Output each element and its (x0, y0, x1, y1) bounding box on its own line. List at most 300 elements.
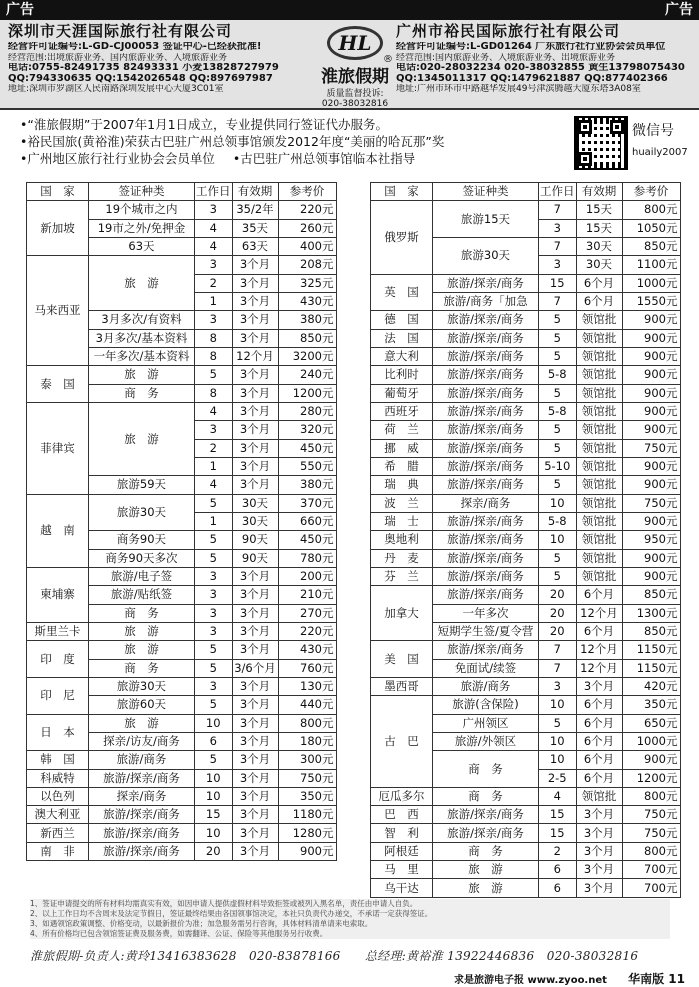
table-row (27, 806, 337, 824)
price-cell: 220元 (278, 622, 336, 640)
working-days-cell: 3 (195, 256, 233, 274)
validity-cell: 3个月 (232, 329, 278, 347)
validity-cell: 领馆批 (576, 421, 622, 439)
working-days-cell: 10 (539, 531, 577, 549)
validity-cell: 3个月 (232, 677, 278, 695)
visa-type-cell: 旅游/探亲/商务 (433, 439, 539, 457)
visa-type-cell: 3月多次/基本资料 (89, 329, 195, 347)
wechat-id: huaily2007 (632, 147, 688, 158)
working-days-cell: 10 (539, 696, 577, 714)
price-cell: 300元 (278, 751, 336, 769)
price-cell: 208元 (278, 256, 336, 274)
working-days-cell: 2 (539, 842, 577, 860)
country-cell: 马来西亚 (27, 256, 89, 366)
validity-cell: 领馆批 (576, 457, 622, 475)
visa-type-cell: 旅 游 (89, 366, 195, 384)
note-line: 3、如遇领馆政策调整、价格变动，以最新报价为准；加急服务需另行咨询，具体材料清单请来电索取。 (30, 919, 373, 928)
table-row (371, 512, 681, 530)
price-cell: 550元 (278, 457, 336, 475)
country-cell: 法 国 (371, 329, 433, 347)
visa-type-cell: 旅游/探亲/商务 (433, 366, 539, 384)
price-cell: 750元 (278, 769, 336, 787)
working-days-cell: 5 (195, 531, 233, 549)
validity-cell: 3个月 (232, 714, 278, 732)
price-cell: 440元 (278, 696, 336, 714)
working-days-cell: 5 (195, 659, 233, 677)
table-row (27, 842, 337, 860)
working-days-cell: 5 (539, 714, 577, 732)
country-cell: 科威特 (27, 769, 89, 787)
left-agency-line: 电话:0755-82491735 82493331 小麦13828727979 (8, 63, 279, 73)
price-cell: 900元 (622, 476, 680, 494)
price-cell: 750元 (622, 439, 680, 457)
validity-cell: 3个月 (232, 384, 278, 402)
visa-type-cell: 商 务 (433, 842, 539, 860)
working-days-cell: 3 (195, 201, 233, 219)
country-cell: 瑞 士 (371, 512, 433, 530)
validity-cell: 3个月 (232, 402, 278, 420)
validity-cell: 领馆批 (576, 384, 622, 402)
column-header: 签证种类 (89, 183, 195, 201)
country-cell: 韩 国 (27, 751, 89, 769)
visa-type-cell: 旅游59天 (89, 476, 195, 494)
visa-type-cell: 旅 游 (433, 879, 539, 897)
table-row (27, 256, 337, 274)
visa-type-cell: 旅游/探亲/商务 (433, 457, 539, 475)
working-days-cell: 5 (539, 347, 577, 365)
working-days-cell: 5-10 (539, 457, 577, 475)
working-days-cell: 5 (195, 641, 233, 659)
working-days-cell: 3 (539, 219, 577, 237)
validity-cell: 3个月 (232, 274, 278, 292)
left-agency (8, 22, 320, 95)
country-cell: 古 巴 (371, 696, 433, 788)
validity-cell: 3个月 (232, 256, 278, 274)
working-days-cell: 1 (195, 457, 233, 475)
validity-cell: 3个月 (232, 842, 278, 860)
visa-type-cell: 旅游/探亲/商务 (433, 476, 539, 494)
validity-cell: 6个月 (576, 696, 622, 714)
country-cell: 印 尼 (27, 677, 89, 714)
price-cell: 900元 (622, 402, 680, 420)
header-advert (0, 20, 699, 110)
validity-cell: 6个月 (576, 751, 622, 769)
validity-cell: 3个月 (576, 824, 622, 842)
visa-type-cell: 旅 游 (89, 402, 195, 475)
visa-type-cell: 旅游/探亲/商务 (433, 421, 539, 439)
working-days-cell: 1 (195, 512, 233, 530)
working-days-cell: 4 (195, 219, 233, 237)
price-cell: 700元 (622, 861, 680, 879)
validity-cell: 35/2年 (232, 201, 278, 219)
price-cell: 3200元 (278, 347, 336, 365)
validity-cell: 领馆批 (576, 366, 622, 384)
right-agency-line: 电话:020-28032234 020-38032855 黄生13798075430 (396, 63, 685, 73)
validity-cell: 3个月 (232, 366, 278, 384)
working-days-cell: 15 (539, 824, 577, 842)
table-row (371, 457, 681, 475)
visa-type-cell: 旅游/探亲/商务 (433, 512, 539, 530)
price-cell: 320元 (278, 421, 336, 439)
validity-cell: 领馆批 (576, 402, 622, 420)
validity-cell: 领馆批 (576, 512, 622, 530)
working-days-cell: 7 (539, 292, 577, 310)
working-days-cell: 20 (539, 622, 577, 640)
validity-cell: 领馆批 (576, 311, 622, 329)
info-line: •古巴驻广州总领事馆临本社指导 (232, 151, 416, 166)
visa-type-cell: 商 务 (89, 604, 195, 622)
working-days-cell: 4 (539, 787, 577, 805)
table-row (371, 274, 681, 292)
table-row (27, 824, 337, 842)
price-cell: 450元 (278, 439, 336, 457)
validity-cell: 90天 (232, 531, 278, 549)
table-row (371, 439, 681, 457)
note-line: 2、以上工作日均不含周末及法定节假日，签证最终结果由各国领事馆决定，本社只负责代办递交，不承诺一定获得签证。 (30, 909, 433, 918)
visa-type-cell: 旅游/探亲/商务 (433, 549, 539, 567)
validity-cell: 3个月 (576, 879, 622, 897)
country-cell: 希 腊 (371, 457, 433, 475)
working-days-cell: 20 (539, 604, 577, 622)
validity-cell: 3个月 (232, 421, 278, 439)
visa-type-cell: 19市之外/免押金 (89, 219, 195, 237)
validity-cell: 90天 (232, 549, 278, 567)
working-days-cell: 10 (539, 751, 577, 769)
table-row (27, 402, 337, 420)
validity-cell: 3个月 (232, 751, 278, 769)
column-header: 工作日 (195, 183, 233, 201)
working-days-cell: 3 (539, 677, 577, 695)
column-header: 签证种类 (433, 183, 539, 201)
price-cell: 900元 (278, 842, 336, 860)
working-days-cell: 20 (539, 586, 577, 604)
country-cell: 挪 威 (371, 439, 433, 457)
working-days-cell: 5 (539, 549, 577, 567)
table-row (371, 806, 681, 824)
price-cell: 260元 (278, 219, 336, 237)
left-agency-line: 地址:深圳市罗湖区人民南路深圳发展中心大厦3C01室 (8, 84, 224, 94)
price-cell: 1550元 (622, 292, 680, 310)
table-row (371, 677, 681, 695)
left-table-header (27, 183, 337, 201)
qr-code-icon (574, 116, 628, 170)
right-agency-line: QQ:1345011317 QQ:1479621887 QQ:877402366 (396, 73, 668, 84)
right-agency-line: 地址:广州市环市中路越华发展49号津滨腾越大厦东塔3A08室 (396, 84, 641, 94)
country-cell: 南 非 (27, 842, 89, 860)
working-days-cell: 6 (539, 861, 577, 879)
validity-cell: 领馆批 (576, 567, 622, 585)
working-days-cell: 5 (195, 696, 233, 714)
country-cell: 美 国 (371, 641, 433, 678)
price-cell: 430元 (278, 641, 336, 659)
country-cell: 澳大利亚 (27, 806, 89, 824)
validity-cell: 12个月 (576, 641, 622, 659)
visa-type-cell: 旅游/商务 (433, 677, 539, 695)
price-cell: 800元 (622, 842, 680, 860)
working-days-cell: 10 (195, 714, 233, 732)
left-agency-line: QQ:794330635 QQ:154202654​8 QQ:897697987 (8, 73, 273, 84)
visa-type-cell: 商务90天 (89, 531, 195, 549)
country-cell: 意大利 (371, 347, 433, 365)
validity-cell: 30天 (576, 256, 622, 274)
price-cell: 750元 (622, 494, 680, 512)
validity-cell: 3个月 (232, 806, 278, 824)
validity-cell: 领馆批 (576, 531, 622, 549)
visa-type-cell: 旅 游 (89, 641, 195, 659)
working-days-cell: 3 (195, 567, 233, 585)
country-cell: 印 度 (27, 641, 89, 678)
country-cell: 英 国 (371, 274, 433, 311)
left-agency-line: 经营范围:出境旅游业务、国内旅游业务、入境旅游业务 (8, 52, 228, 63)
price-cell: 900元 (622, 512, 680, 530)
country-cell: 阿根廷 (371, 842, 433, 860)
note-line: 1、签证申请提交的所有材料均需真实有效，如因申请人提供虚假材料导致拒签或被列入黑名单，责任由申请人自负。 (30, 899, 418, 908)
visa-type-cell: 旅游/探亲/商务 (89, 769, 195, 787)
visa-type-cell: 一年多次/基本资料 (89, 347, 195, 365)
right-agency-line: 经营许可证编号:L-GD01264 广东旅行社行业协会会员单位 (396, 42, 666, 52)
country-cell: 马 里 (371, 861, 433, 879)
table-row (27, 787, 337, 805)
working-days-cell: 4 (195, 476, 233, 494)
country-cell: 墨西哥 (371, 677, 433, 695)
validity-cell: 6个月 (576, 714, 622, 732)
price-cell: 270元 (278, 604, 336, 622)
country-cell: 菲律宾 (27, 402, 89, 494)
table-row (371, 531, 681, 549)
contact-gm: 总经理:黄裕淮 13922446836 020-38032816 (364, 949, 639, 963)
working-days-cell: 5 (195, 751, 233, 769)
validity-cell: 15天 (576, 201, 622, 219)
visa-type-cell: 旅游/外领区 (433, 732, 539, 750)
table-row (27, 494, 337, 512)
column-header: 参考价 (622, 183, 680, 201)
table-row (371, 476, 681, 494)
working-days-cell: 3 (195, 677, 233, 695)
table-row (27, 714, 337, 732)
visa-type-cell: 旅 游 (89, 256, 195, 311)
info-line: •“淮旅假期”于2007年1月1日成立，专业提供同行签证代办服务。 (20, 117, 389, 132)
validity-cell: 3个月 (232, 787, 278, 805)
working-days-cell: 10 (195, 824, 233, 842)
validity-cell: 3个月 (576, 806, 622, 824)
column-header: 参考价 (278, 183, 336, 201)
right-agency-name: 广州市裕民国际旅行社有限公司 (396, 22, 621, 40)
working-days-cell: 10 (195, 769, 233, 787)
price-cell: 900元 (622, 329, 680, 347)
visa-type-cell: 探亲/商务 (433, 494, 539, 512)
visa-type-cell: 探亲/商务 (89, 787, 195, 805)
table-row (371, 421, 681, 439)
price-cell: 1150元 (622, 659, 680, 677)
working-days-cell: 2 (195, 439, 233, 457)
visa-type-cell: 旅游/探亲/商务 (89, 842, 195, 860)
price-cell: 800元 (278, 714, 336, 732)
price-cell: 380元 (278, 476, 336, 494)
price-cell: 900元 (622, 567, 680, 585)
validity-cell: 30天 (232, 512, 278, 530)
country-cell: 新加坡 (27, 201, 89, 256)
visa-price-table-right (370, 182, 681, 898)
visa-type-cell: 一年多次 (433, 604, 539, 622)
visa-type-cell: 旅 游 (433, 861, 539, 879)
working-days-cell: 5 (195, 494, 233, 512)
visa-type-cell: 旅游/探亲/商务 (433, 586, 539, 604)
table-row (27, 751, 337, 769)
wechat-label: 微信号 (632, 123, 674, 139)
country-cell: 泰 国 (27, 366, 89, 403)
bottom-contact (30, 947, 638, 964)
visa-type-cell: 旅游/商务 (89, 751, 195, 769)
country-cell: 奥地利 (371, 531, 433, 549)
country-cell: 俄罗斯 (371, 201, 433, 274)
validity-cell: 6个月 (576, 586, 622, 604)
visa-type-cell: 旅游/探亲/商务 (433, 311, 539, 329)
working-days-cell: 3 (195, 311, 233, 329)
price-cell: 1000元 (622, 274, 680, 292)
price-cell: 850元 (622, 586, 680, 604)
visa-type-cell: 旅游/探亲/商务 (433, 567, 539, 585)
price-cell: 650元 (622, 714, 680, 732)
validity-cell: 3个月 (232, 641, 278, 659)
validity-cell: 3个月 (576, 861, 622, 879)
info-block (20, 116, 580, 167)
working-days-cell: 3 (539, 256, 577, 274)
table-row (27, 622, 337, 640)
visa-type-cell: 旅游/探亲/商务 (433, 531, 539, 549)
visa-type-cell: 旅游/探亲/商务 (89, 806, 195, 824)
visa-type-cell: 63天 (89, 237, 195, 255)
validity-cell: 领馆批 (576, 787, 622, 805)
visa-type-cell: 旅游/探亲/商务 (89, 824, 195, 842)
visa-type-cell: 旅游/探亲/商务 (433, 347, 539, 365)
right-agency-line: 经营范围:国内旅游业务、入境旅游业务、出境旅游业务 (396, 52, 616, 63)
price-cell: 780元 (278, 549, 336, 567)
visa-type-cell: 旅游/探亲/商务 (433, 384, 539, 402)
country-cell: 比利时 (371, 366, 433, 384)
table-row (371, 586, 681, 604)
price-cell: 700元 (622, 879, 680, 897)
price-cell: 1280元 (278, 824, 336, 842)
page-footer (430, 967, 699, 987)
country-cell: 荷 兰 (371, 421, 433, 439)
footer-site: 求是旅游电子报 www.zyoo.net (454, 975, 607, 986)
price-cell: 750元 (622, 806, 680, 824)
country-cell: 加拿大 (371, 586, 433, 641)
registered-mark: ® (383, 54, 393, 65)
price-cell: 900元 (622, 366, 680, 384)
validity-cell: 领馆批 (576, 476, 622, 494)
table-row (27, 201, 337, 219)
working-days-cell: 5-8 (539, 402, 577, 420)
ad-label-left: 广告 (0, 0, 40, 20)
validity-cell: 30天 (576, 237, 622, 255)
working-days-cell: 5 (539, 384, 577, 402)
logo-mark-icon: HL (327, 26, 383, 60)
price-cell: 850元 (622, 622, 680, 640)
top-banner (0, 0, 699, 20)
country-cell: 巴 西 (371, 806, 433, 824)
validity-cell: 3个月 (232, 696, 278, 714)
table-row (27, 567, 337, 585)
price-cell: 1150元 (622, 641, 680, 659)
price-cell: 660元 (278, 512, 336, 530)
visa-type-cell: 旅游30天 (89, 677, 195, 695)
country-cell: 丹 麦 (371, 549, 433, 567)
working-days-cell: 10 (195, 787, 233, 805)
working-days-cell: 3 (195, 421, 233, 439)
column-header: 国 家 (371, 183, 433, 201)
country-cell: 德 国 (371, 311, 433, 329)
visa-type-cell: 旅游60天 (89, 696, 195, 714)
table-row (371, 201, 681, 219)
working-days-cell: 5 (539, 567, 577, 585)
working-days-cell: 5 (539, 476, 577, 494)
working-days-cell: 3 (195, 586, 233, 604)
validity-cell: 6个月 (576, 274, 622, 292)
country-cell: 日 本 (27, 714, 89, 751)
column-header: 有效期 (576, 183, 622, 201)
validity-cell: 3个月 (232, 567, 278, 585)
working-days-cell: 7 (539, 237, 577, 255)
price-cell: 370元 (278, 494, 336, 512)
visa-type-cell: 旅游/探亲/商务 (433, 824, 539, 842)
price-cell: 430元 (278, 292, 336, 310)
country-cell: 以色列 (27, 787, 89, 805)
validity-cell: 3个月 (232, 604, 278, 622)
right-table-header (371, 183, 681, 201)
note-line: 4、所有价格均已包含领馆签证费及服务费，如需翻译、公证、保险等其他服务另行收费。 (30, 929, 328, 938)
validity-cell: 30天 (232, 494, 278, 512)
visa-type-cell: 广州领区 (433, 714, 539, 732)
working-days-cell: 3 (195, 604, 233, 622)
table-row (371, 696, 681, 714)
validity-cell: 3个月 (232, 732, 278, 750)
validity-cell: 3个月 (232, 824, 278, 842)
country-cell: 智 利 (371, 824, 433, 842)
price-cell: 800元 (622, 787, 680, 805)
visa-type-cell: 旅游30天 (89, 494, 195, 531)
table-row (371, 329, 681, 347)
validity-cell: 领馆批 (576, 347, 622, 365)
table-row (371, 861, 681, 879)
validity-cell: 63天 (232, 237, 278, 255)
validity-cell: 领馆批 (576, 549, 622, 567)
price-cell: 1180元 (278, 806, 336, 824)
country-cell: 西班牙 (371, 402, 433, 420)
validity-cell: 3个月 (232, 586, 278, 604)
working-days-cell: 5 (195, 366, 233, 384)
page-number: 华南版 11 (628, 972, 685, 986)
working-days-cell: 7 (539, 201, 577, 219)
logo-text: 淮旅假期 (321, 67, 389, 87)
info-line: •广州地区旅行社行业协会会员单位 (20, 151, 215, 166)
table-row (371, 366, 681, 384)
validity-cell: 6个月 (576, 292, 622, 310)
validity-cell: 3个月 (232, 439, 278, 457)
visa-type-cell: 旅 游 (89, 714, 195, 732)
price-cell: 900元 (622, 751, 680, 769)
price-cell: 1200元 (622, 769, 680, 787)
brand-logo (315, 26, 395, 109)
working-days-cell: 7 (539, 659, 577, 677)
table-row (27, 366, 337, 384)
visa-type-cell: 旅游/电子签 (89, 567, 195, 585)
info-line: •裕民国旅(黄裕淮)荣获古巴驻广州总领事馆颁发2012年度“美丽的哈瓦那”奖 (20, 134, 445, 149)
price-cell: 950元 (622, 531, 680, 549)
visa-type-cell: 商 务 (433, 787, 539, 805)
country-cell: 芬 兰 (371, 567, 433, 585)
ad-label-right: 广告 (659, 0, 699, 20)
